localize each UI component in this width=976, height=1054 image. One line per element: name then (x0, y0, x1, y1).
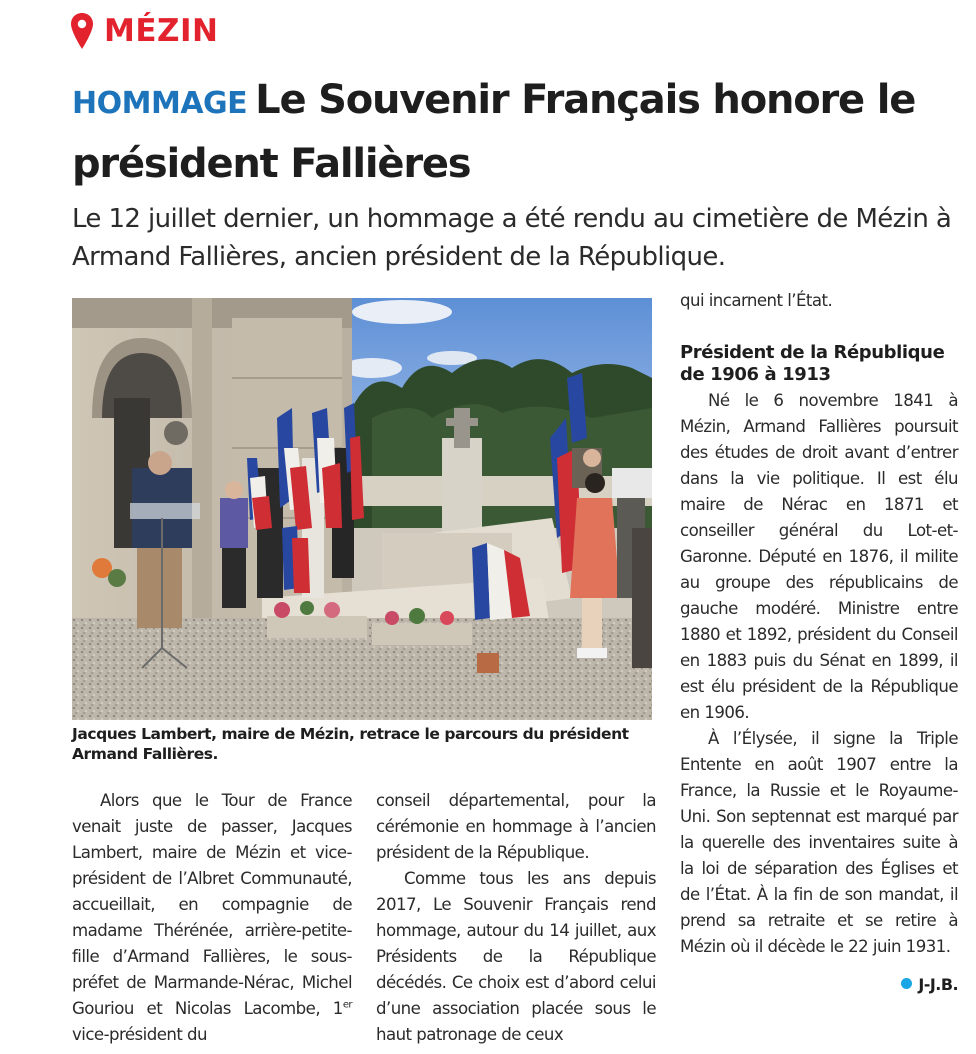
paragraph-text: Alors que le Tour de France venait juste de passer, Jacques Lambert, maire de Mézin et vice-président de l’Albret Communauté, accueillait, en compagnie de madame Thérénée, arrière-petite-fille d’Armand Fallières, le sous-préfet de Marmande-Nérac, Michel Gouriou et Nicolas Lacombe, 1 (72, 791, 352, 1018)
article-deck: Le 12 juillet dernier, un hommage a été rendu au cimetière de Mézin à Armand Fallières, ancien président de la République. (72, 204, 952, 272)
article-column-2 (376, 788, 656, 1048)
paragraph: Comme tous les ans depuis 2017, Le Souvenir Français rend hommage, autour du 14 juillet, aux Présidents de la République décédés. Ce choix est d’abord celui d’une association placée sous le haut patronage de ceux (376, 869, 656, 1044)
article-column-3 (680, 288, 958, 998)
author-signature (680, 972, 958, 998)
section-kicker (70, 12, 218, 50)
section-subhead: Président de la République de 1906 à 1913 (680, 342, 945, 385)
headline-rubric: HOMMAGE (72, 86, 248, 121)
paragraph-text: vice-président du (72, 1025, 207, 1044)
article-column-1 (72, 788, 352, 1048)
bullet-dot-icon (901, 978, 912, 989)
headline (72, 70, 972, 194)
paragraph: conseil départemental, pour la cérémonie en hommage à l’ancien président de la République. (376, 791, 656, 862)
location-pin-icon (70, 12, 94, 50)
cemetery-ceremony-image (72, 298, 652, 720)
author-initials: J-J.B. (918, 975, 958, 994)
paragraph: À l’Élysée, il signe la Triple Entente en août 1907 entre la France, la Russie et le Royaume-Uni. Son septennat est marqué par la querelle des inventaires suite à la loi de séparation des Églises et de l’État. À la fin de son mandat, il prend sa retraite et se retire à Mézin où il décède le 22 juin 1931. (680, 729, 958, 956)
paragraph: qui incarnent l’État. (680, 291, 833, 310)
ordinal-superscript: er (342, 999, 352, 1011)
headline-title: Le Souvenir Français honore le président Fallières (72, 77, 916, 187)
article-photo (72, 298, 652, 720)
paragraph (72, 788, 352, 1048)
section-location: MÉZIN (104, 12, 219, 49)
photo-caption: Jacques Lambert, maire de Mézin, retrace le parcours du président Armand Fallières. (72, 725, 629, 763)
paragraph: Né le 6 novembre 1841 à Mézin, Armand Fallières poursuit des études de droit avant d’entrer dans la vie politique. Il est élu maire de Nérac en 1871 et conseiller général du Lot-et-Garonne. Député en 1876, il milite au groupe des républicains de gauche modéré. Ministre entre 1880 et 1892, président du Conseil en 1883 puis du Sénat en 1899, il est élu président de la République en 1906. (680, 391, 958, 722)
